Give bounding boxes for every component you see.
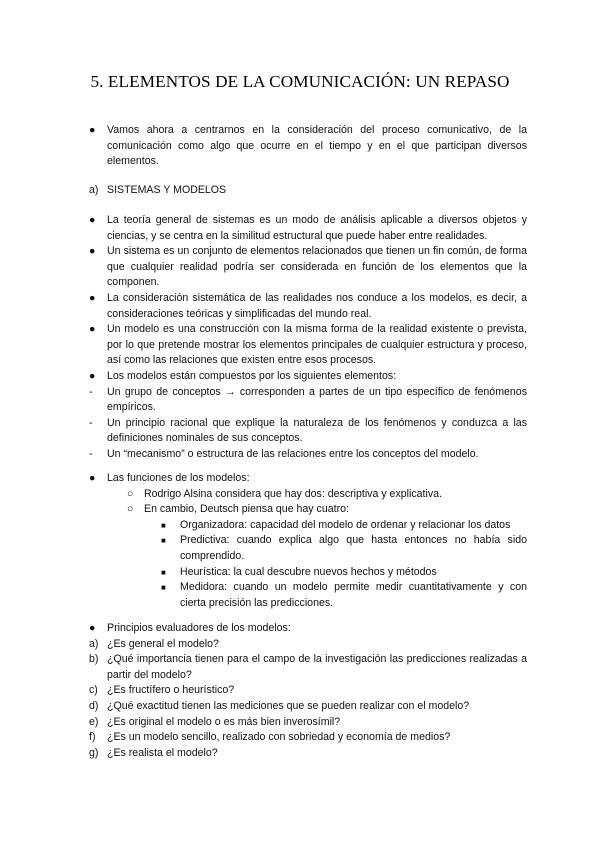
bullet-icon: ●	[89, 369, 96, 382]
principle-item	[89, 637, 527, 653]
dash-text: Un grupo de conceptos → corresponden a partes de un tipo específico de fenómenos empíricos.	[107, 385, 527, 414]
bullet-icon: ●	[89, 291, 96, 304]
principle-marker: c)	[89, 684, 98, 697]
principle-text: ¿Es un modelo sencillo, realizado con sobriedad y economía de medios?	[107, 731, 451, 744]
sub-item	[89, 502, 527, 518]
sub-item	[89, 487, 527, 503]
dash-text: Un “mecanismo” o estructura de las relaciones entre los conceptos del modelo.	[107, 447, 479, 460]
circle-bullet-icon: ○	[127, 503, 134, 516]
principle-item	[89, 715, 527, 731]
bullet-text: Los modelos están compuestos por los siguientes elementos:	[107, 369, 397, 382]
subsub-text: Heurística: la cual descubre nuevos hechos y métodos	[180, 565, 437, 578]
principle-text: ¿Es original el modelo o es más bien inverosímil?	[107, 715, 341, 728]
subsub-text: Organizadora: capacidad del modelo de ordenar y relacionar los datos	[180, 518, 511, 531]
dash-icon: -	[89, 385, 93, 398]
principle-item	[89, 652, 527, 683]
section-marker: a)	[89, 184, 99, 196]
dash-item	[89, 416, 527, 447]
bullet-list	[89, 213, 527, 463]
dash-icon: -	[89, 416, 93, 429]
principle-marker: f)	[89, 731, 96, 744]
subsub-item	[89, 565, 527, 581]
principle-text: ¿Qué importancia tienen para el campo de la investigación las predicciones realizadas a partir del modelo?	[107, 653, 527, 681]
bullet-text: La teoría general de sistemas es un modo de análisis aplicable a diversos objetos y ciencias, y se centra en la similitud estructural que puede haber entre realidades.	[107, 214, 527, 242]
principle-text: ¿Es general el modelo?	[107, 637, 219, 650]
functions-label: Las funciones de los modelos:	[107, 472, 250, 484]
intro-paragraph	[89, 123, 527, 170]
bullet-icon: ●	[89, 622, 96, 634]
list-item	[89, 621, 527, 637]
section-label: SISTEMAS Y MODELOS	[107, 184, 227, 196]
principle-marker: b)	[89, 653, 99, 666]
functions-list	[89, 471, 527, 611]
page-title: 5. ELEMENTOS DE LA COMUNICACIÓN: UN REPASO	[90, 72, 510, 91]
square-bullet-icon: ■	[161, 536, 166, 546]
subsub-text: Predictiva: cuando explica algo que hasta entonces no había sido comprendido.	[180, 534, 527, 562]
bullet-icon: ●	[89, 323, 96, 336]
principle-marker: e)	[89, 715, 99, 728]
section-heading	[89, 183, 527, 199]
subsub-item	[89, 518, 527, 534]
square-bullet-icon: ■	[161, 567, 166, 577]
dash-text: Un principio racional que explique la naturaleza de los fenómenos y conduzca a las definiciones nominales de sus conceptos.	[107, 416, 527, 445]
bullet-icon: ●	[89, 124, 96, 136]
list-item	[89, 471, 527, 487]
principles-list	[89, 621, 527, 761]
principle-marker: a)	[89, 637, 99, 650]
bullet-text: Un modelo es una construcción con la misma forma de la realidad existente o prevista, por lo que pretende mostrar los elementos principales de cualquier estructura y proceso, así como las relaciones que existen entre esos procesos.	[107, 323, 527, 367]
dash-icon: -	[89, 447, 93, 460]
principle-item	[89, 699, 527, 715]
list-item	[89, 369, 527, 385]
principle-text: ¿Es realista el modelo?	[107, 746, 218, 759]
subsub-item	[89, 580, 527, 611]
sub-text: En cambio, Deutsch piensa que hay cuatro:	[144, 503, 349, 516]
principle-text: ¿Es fructífero o heurístico?	[107, 684, 235, 697]
list-item	[89, 291, 527, 322]
intro-text: Vamos ahora a centrarnos en la consideración del proceso comunicativo, de la comunicación como algo que ocurre en el tiempo y en el que participan diversos elementos.	[107, 124, 527, 168]
principle-item	[89, 746, 527, 762]
principle-text: ¿Qué exactitud tienen las mediciones que se pueden realizar con el modelo?	[107, 699, 470, 712]
bullet-icon: ●	[89, 214, 96, 226]
principle-item	[89, 683, 527, 699]
bullet-text: La consideración sistemática de las realidades nos conduce a los modelos, es decir, a consideraciones teóricas y simplificadas del mundo real.	[107, 291, 527, 320]
bullet-icon: ●	[89, 245, 96, 258]
principle-marker: d)	[89, 699, 99, 712]
principle-marker: g)	[89, 746, 99, 759]
bullet-text: Un sistema es un conjunto de elementos relacionados que tienen un fin común, de forma que cualquier realidad podría ser considerada en función de los elementos que la componen.	[107, 245, 527, 289]
circle-bullet-icon: ○	[127, 487, 134, 500]
bullet-icon: ●	[89, 472, 96, 484]
sub-text: Rodrigo Alsina considera que hay dos: descriptiva y explicativa.	[144, 487, 442, 500]
list-item	[89, 322, 527, 369]
subsub-item	[89, 533, 527, 564]
dash-item	[89, 385, 527, 416]
principle-item	[89, 730, 527, 746]
dash-item	[89, 447, 527, 463]
square-bullet-icon: ■	[161, 583, 166, 593]
square-bullet-icon: ■	[161, 520, 166, 530]
subsub-text: Medidora: cuando un modelo permite medir cuantitativamente y con cierta precisión las predicciones.	[180, 581, 527, 609]
principles-label: Principios evaluadores de los modelos:	[107, 622, 291, 634]
list-item	[89, 213, 527, 244]
list-item	[89, 244, 527, 291]
